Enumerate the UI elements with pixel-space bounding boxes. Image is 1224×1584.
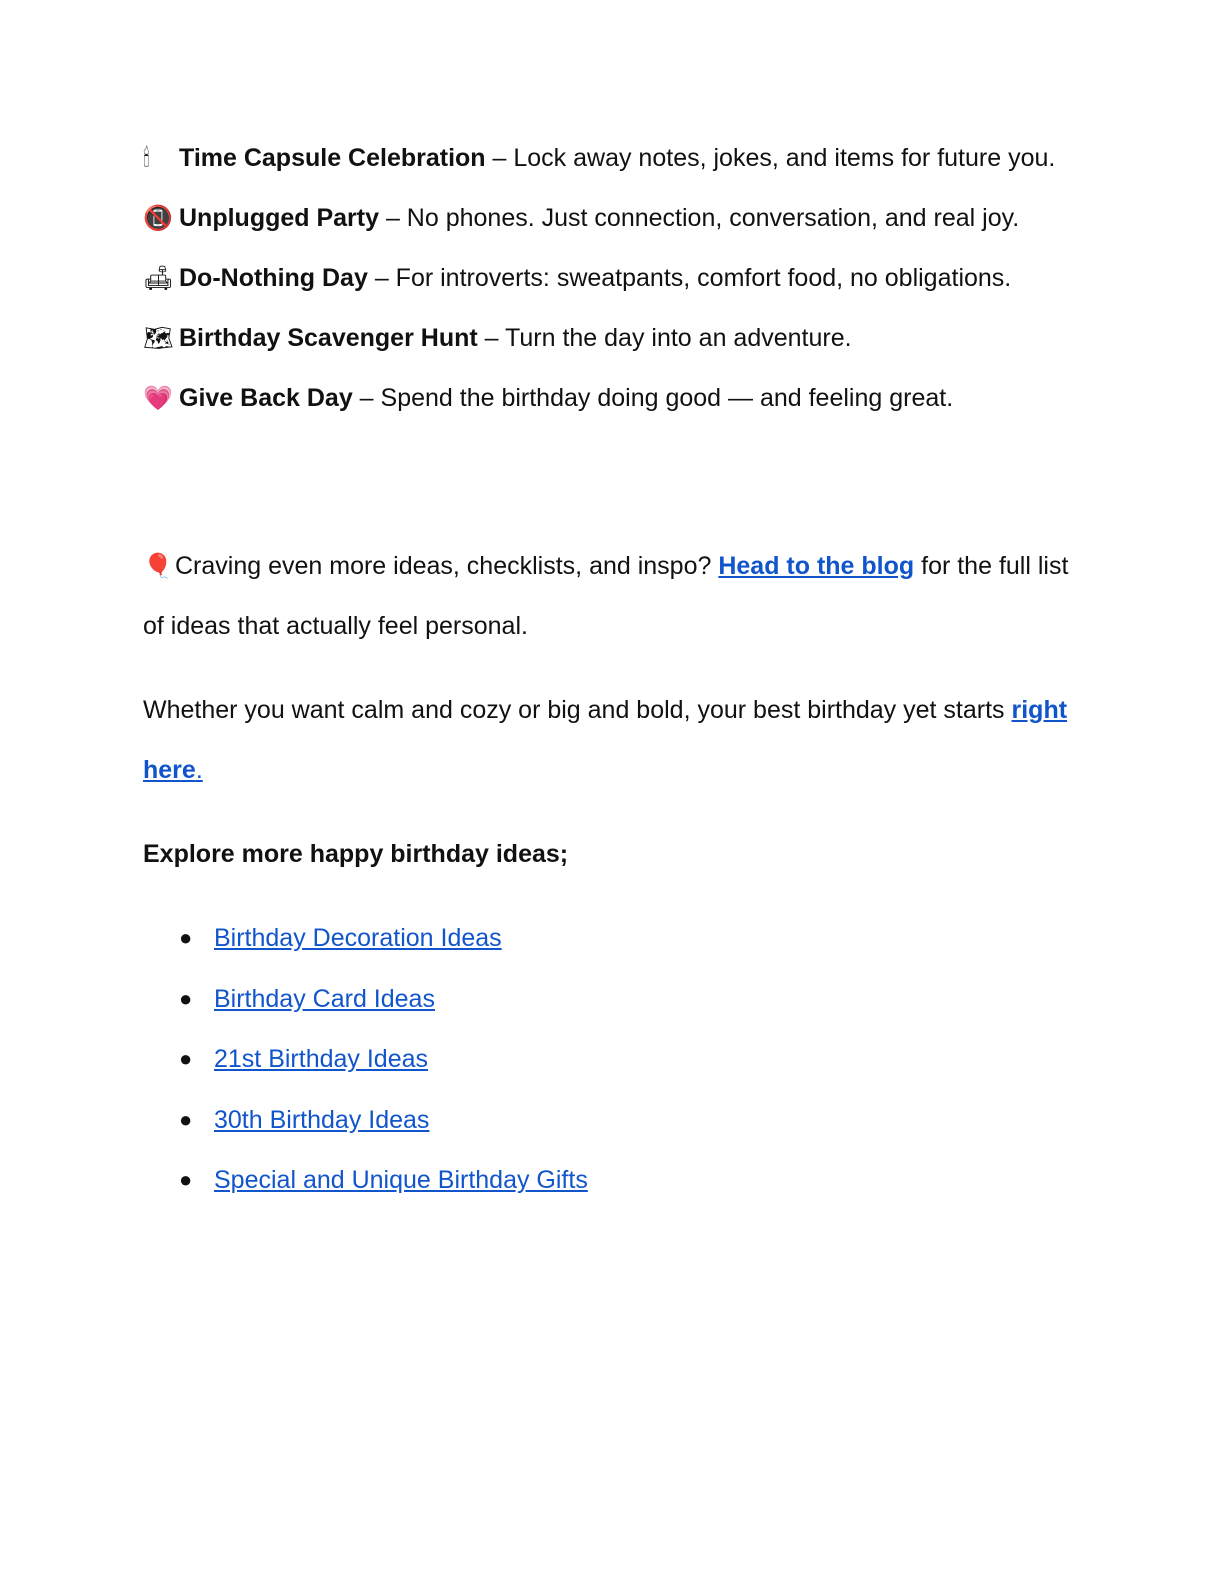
explore-links-list — [143, 908, 1083, 1211]
spacer — [143, 428, 1083, 536]
list-item — [143, 908, 1083, 969]
idea-item — [143, 248, 1083, 308]
idea-text: – For introverts: sweatpants, comfort food, no obligations. — [367, 264, 1012, 292]
birthday-card-ideas-link[interactable]: Birthday Card Ideas — [214, 984, 435, 1013]
bullet-icon: ● — [179, 985, 193, 1011]
idea-title: Time Capsule Celebration — [179, 144, 486, 172]
idea-text: – Lock away notes, jokes, and items for future you. — [485, 144, 1056, 172]
cta-text-after: for the full list of ideas that actually feel personal. — [143, 552, 1069, 640]
spacer — [143, 656, 1083, 680]
spacer — [143, 800, 1083, 824]
list-item — [143, 1090, 1083, 1151]
heart-icon: 💗 — [143, 384, 173, 412]
list-item — [143, 1029, 1083, 1090]
closing-text: Whether you want calm and cozy or big and bold, your best birthday yet starts — [143, 696, 1012, 724]
30th-birthday-ideas-link[interactable]: 30th Birthday Ideas — [214, 1105, 430, 1134]
right-here-link[interactable]: right here — [143, 696, 1068, 784]
bullet-icon: ● — [179, 1046, 193, 1071]
candle-icon: 🕯 — [143, 144, 150, 172]
idea-item — [143, 308, 1083, 368]
idea-title: Unplugged Party — [179, 204, 380, 232]
special-unique-gifts-link[interactable]: Special and Unique Birthday Gifts — [214, 1166, 588, 1194]
document-page — [143, 128, 1083, 1211]
idea-text: – Spend the birthday doing good — and feeling great. — [352, 384, 954, 412]
bullet-icon: ● — [179, 925, 193, 950]
idea-item — [143, 368, 1083, 428]
idea-title: Do-Nothing Day — [179, 264, 368, 292]
idea-text: – Turn the day into an adventure. — [477, 324, 852, 352]
idea-item — [143, 188, 1083, 248]
head-to-blog-link[interactable]: Head to the blog — [718, 552, 915, 580]
right-here-period[interactable]: . — [195, 756, 203, 784]
idea-item — [143, 128, 1083, 188]
list-item — [143, 1150, 1083, 1211]
no-phones-icon: 📵 — [143, 204, 173, 232]
idea-text: – No phones. Just connection, conversation, and real joy. — [379, 204, 1020, 232]
map-icon: 🗺 — [143, 324, 174, 352]
cta-paragraph — [143, 536, 1083, 656]
balloon-icon: 🎈 — [143, 552, 173, 580]
idea-title: Birthday Scavenger Hunt — [179, 324, 478, 352]
idea-title: Give Back Day — [179, 384, 353, 412]
list-item — [143, 969, 1083, 1030]
ideas-list — [143, 128, 1083, 428]
birthday-decoration-ideas-link[interactable]: Birthday Decoration Ideas — [214, 924, 502, 952]
cta-text-before: Craving even more ideas, checklists, and inspo? — [175, 552, 719, 580]
closing-paragraph — [143, 680, 1083, 800]
couch-icon: 🛋 — [143, 264, 174, 292]
bullet-icon: ● — [179, 1167, 193, 1192]
explore-heading: Explore more happy birthday ideas; — [143, 840, 569, 868]
bullet-icon: ● — [179, 1106, 193, 1132]
21st-birthday-ideas-link[interactable]: 21st Birthday Ideas — [214, 1045, 429, 1073]
